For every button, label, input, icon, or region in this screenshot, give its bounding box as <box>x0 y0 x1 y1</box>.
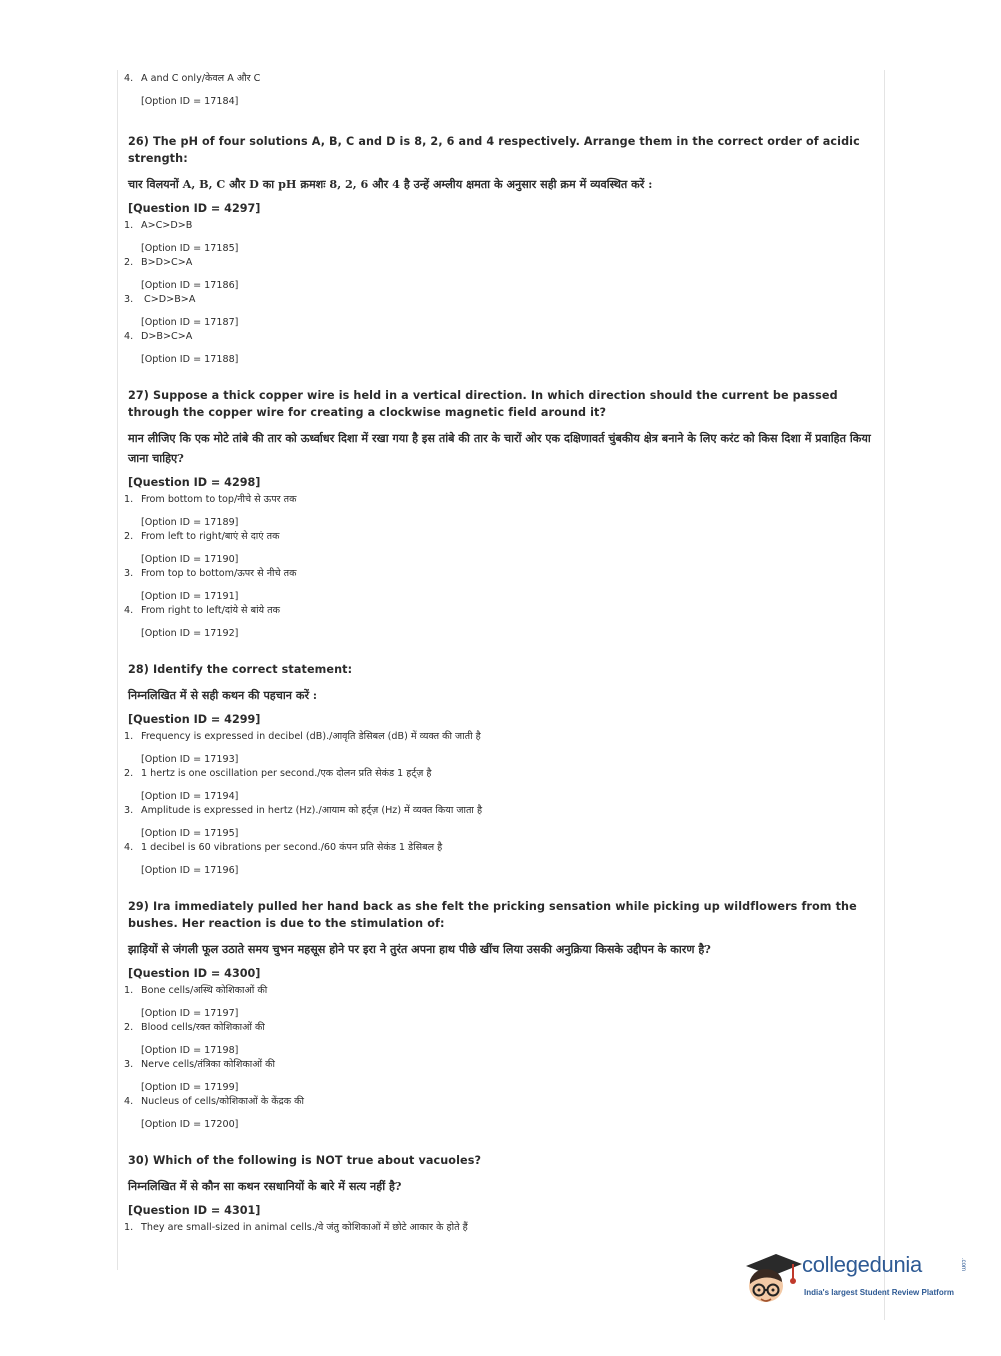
option-id: [Option ID = 17193] <box>141 754 239 765</box>
logo-wordmark: collegedunia <box>802 1252 922 1277</box>
question-26 <box>124 133 874 367</box>
option-item: 4. Nucleus of cells/कोशिकाओं के केंद्रक की <box>124 1096 304 1107</box>
question-30 <box>124 1152 874 1235</box>
option-item: 1. A>C>D>B <box>124 220 193 231</box>
option-id: [Option ID = 17198] <box>141 1045 239 1056</box>
option-item: 4. From right to left/दांये से बांये तक <box>124 605 281 616</box>
option-item: 4. D>B>C>A <box>124 331 193 342</box>
option-item: 3. Amplitude is expressed in hertz (Hz)./आयाम को हर्ट्ज़ (Hz) में व्यक्त किया जाता है <box>124 805 483 816</box>
option-item: 1. Bone cells/अस्थि कोशिकाओं की <box>124 985 268 996</box>
option-id: [Option ID = 17191] <box>141 591 239 602</box>
right-margin-rule <box>884 70 885 1320</box>
question-29 <box>124 898 874 1132</box>
option-item: 1. Frequency is expressed in decibel (dB)./आवृति डेसिबल (dB) में व्यक्त की जाती है <box>124 731 481 742</box>
option-id: [Option ID = 17200] <box>141 1119 239 1130</box>
option-id: [Option ID = 17194] <box>141 791 239 802</box>
question-id: [Question ID = 4298] <box>128 476 261 489</box>
question-text-hindi: मान लीजिए कि एक मोटे तांबे की तार को ऊर्ध्वाधर दिशा में रखा गया है इस तांबे की तार के चारों ओर एक दक्षिणावर्त चुंबकीय क्षेत्र बनाने के लिए करंट को किस दिशा में प्रवाहित किया जाना चाहिए? <box>128 431 871 465</box>
question-id: [Question ID = 4297] <box>128 202 261 215</box>
option-item: 4. A and C only/केवल A और C <box>124 73 261 84</box>
option-item: 2. From left to right/बाएं से दाएं तक <box>124 531 280 542</box>
option-item: 3. C>D>B>A <box>124 294 196 305</box>
question-27 <box>124 387 874 641</box>
question-text-english: 30) Which of the following is NOT true about vacuoles? <box>128 1154 482 1167</box>
option-id: [Option ID = 17192] <box>141 628 239 639</box>
question-paper-page <box>124 72 874 1235</box>
option-id: [Option ID = 17185] <box>141 243 239 254</box>
option-item: 2. Blood cells/रक्त कोशिकाओं की <box>124 1022 265 1033</box>
option-item: 3. From top to bottom/ऊपर से नीचे तक <box>124 568 297 579</box>
option-id: [Option ID = 17186] <box>141 280 239 291</box>
option-id: [Option ID = 17184] <box>141 96 239 107</box>
question-id: [Question ID = 4299] <box>128 713 261 726</box>
option-id: [Option ID = 17197] <box>141 1008 239 1019</box>
question-28 <box>124 661 874 878</box>
logo-domain-suffix: .com <box>960 1258 966 1272</box>
option-id: [Option ID = 17189] <box>141 517 239 528</box>
option-id: [Option ID = 17196] <box>141 865 239 876</box>
collegedunia-logo <box>742 1250 972 1320</box>
option-id: [Option ID = 17195] <box>141 828 239 839</box>
question-text-hindi: निम्नलिखित में से कौन सा कथन रसधानियों के बारे में सत्य नहीं है? <box>128 1179 402 1193</box>
option-id: [Option ID = 17190] <box>141 554 239 565</box>
question-id: [Question ID = 4301] <box>128 1204 261 1217</box>
logo-tagline: India's largest Student Review Platform <box>804 1288 954 1297</box>
question-text-hindi: चार विलयनों A, B, C और D का pH क्रमशः 8, 2, 6 और 4 है उन्हें अम्लीय क्षमता के अनुसार सही क्रम में व्यवस्थित करें : <box>128 177 653 191</box>
option-id: [Option ID = 17187] <box>141 317 239 328</box>
option-item: 1. From bottom to top/नीचे से ऊपर तक <box>124 494 297 505</box>
option-id: [Option ID = 17199] <box>141 1082 239 1093</box>
question-text-hindi: निम्नलिखित में से सही कथन की पहचान करें : <box>128 688 318 702</box>
option-item: 2. 1 hertz is one oscillation per second./एक दोलन प्रति सेकंड 1 हर्ट्ज़ है <box>124 768 432 779</box>
question-text-english: 28) Identify the correct statement: <box>128 663 353 676</box>
question-id: [Question ID = 4300] <box>128 967 261 980</box>
option-id: [Option ID = 17188] <box>141 354 239 365</box>
question-text-english: 29) Ira immediately pulled her hand back as she felt the pricking sensation while picking up wildflowers from the bushes. Her reaction is due to the stimulation of: <box>128 900 857 930</box>
option-item: 2. B>D>C>A <box>124 257 193 268</box>
left-margin-rule <box>117 70 118 1270</box>
option-item: 4. 1 decibel is 60 vibrations per second./60 कंपन प्रति सेकंड 1 डेसिबल है <box>124 842 443 853</box>
option-item: 1. They are small-sized in animal cells./वे जंतु कोशिकाओं में छोटे आकार के होते हैं <box>124 1222 468 1233</box>
question-text-english: 27) Suppose a thick copper wire is held in a vertical direction. In which direction should the current be passed through the copper wire for creating a clockwise magnetic field around it? <box>128 389 838 419</box>
question-text-english: 26) The pH of four solutions A, B, C and D is 8, 2, 6 and 4 respectively. Arrange them in the correct order of acidic strength: <box>128 135 860 165</box>
option-item: 3. Nerve cells/तंत्रिका कोशिकाओं की <box>124 1059 275 1070</box>
graduate-mascot-icon <box>742 1250 802 1312</box>
question-text-hindi: झाड़ियों से जंगली फूल उठाते समय चुभन महसूस होने पर इरा ने तुरंत अपना हाथ पीछे खींच लिया उसकी अनुक्रिया किसके उद्दीपन के कारण है? <box>128 942 711 956</box>
